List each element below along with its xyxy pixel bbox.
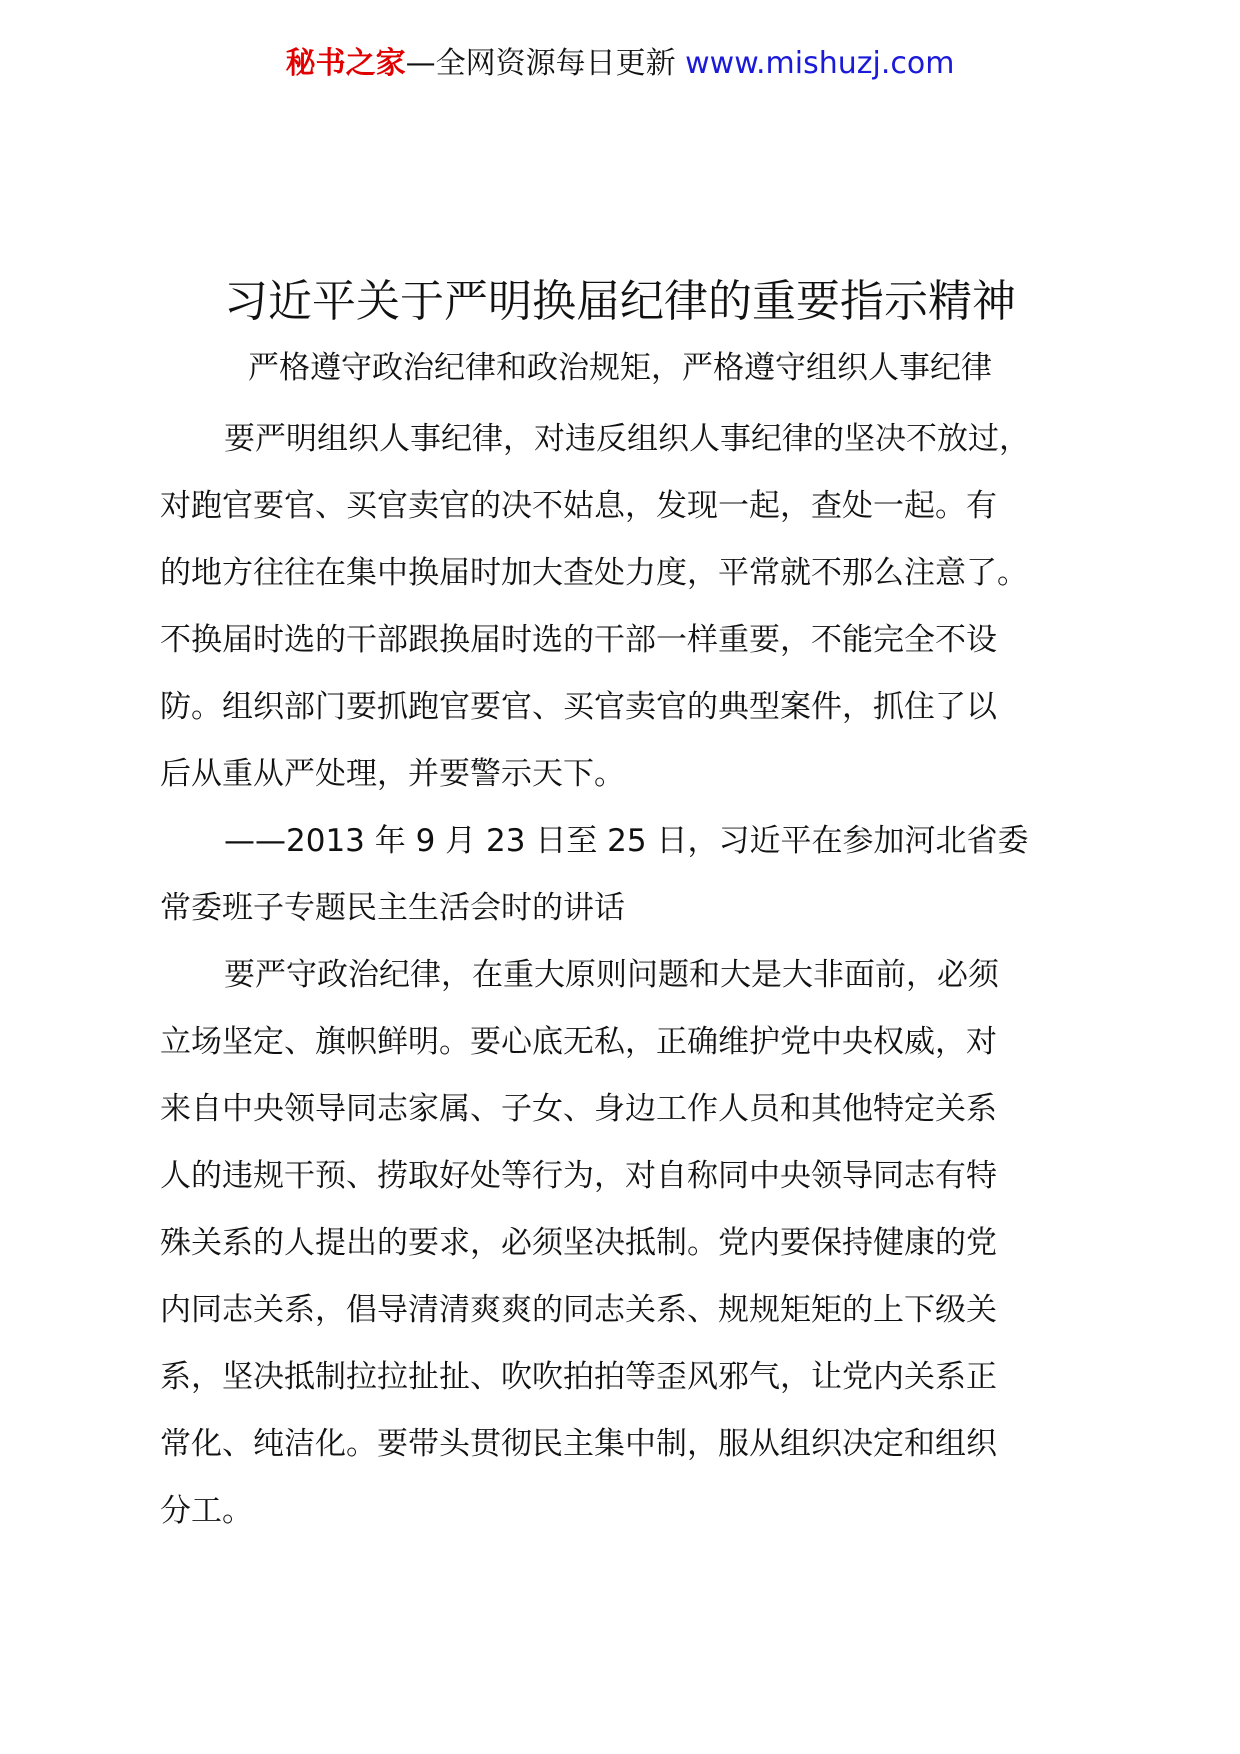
site-url-link[interactable]: www.mishuzj.com xyxy=(685,46,955,81)
brand-name: 秘书之家 xyxy=(285,46,406,81)
document-body xyxy=(160,406,1110,1545)
paragraph-line: 要严守政治纪律，在重大原则问题和大是大非面前，必须 xyxy=(224,957,999,993)
page-header xyxy=(0,42,1240,86)
paragraph-line: 殊关系的人提出的要求，必须坚决抵制。党内要保持健康的党 xyxy=(160,1225,997,1261)
paragraph-line: 对跑官要官、买官卖官的决不姑息，发现一起，查处一起。有 xyxy=(160,488,997,524)
paragraph-line: 来自中央领导同志家属、子女、身边工作人员和其他特定关系 xyxy=(160,1091,997,1127)
header-tagline: —全网资源每日更新 xyxy=(405,46,686,81)
paragraph-line: 内同志关系，倡导清清爽爽的同志关系、规规矩矩的上下级关 xyxy=(160,1292,997,1328)
paragraph-line: 要严明组织人事纪律，对违反组织人事纪律的坚决不放过， xyxy=(224,421,1030,457)
paragraph-line: 不换届时选的干部跟换届时选的干部一样重要，不能完全不设 xyxy=(160,622,997,658)
paragraph-line: 人的违规干预、捞取好处等行为，对自称同中央领导同志有特 xyxy=(160,1158,997,1194)
paragraph-line: 防。组织部门要抓跑官要官、买官卖官的典型案件，抓住了以 xyxy=(160,689,997,725)
citation-line: 常委班子专题民主生活会时的讲话 xyxy=(160,890,625,926)
paragraph-line: 立场坚定、旗帜鲜明。要心底无私，正确维护党中央权威，对 xyxy=(160,1024,997,1060)
paragraph-line: 分工。 xyxy=(160,1493,253,1529)
paragraph-line: 的地方往往在集中换届时加大查处力度，平常就不那么注意了。 xyxy=(160,555,1028,591)
citation-line: ——2013 年 9 月 23 日至 25 日，习近平在参加河北省委 xyxy=(224,823,1029,859)
document-title: 习近平关于严明换届纪律的重要指示精神 xyxy=(224,276,1016,327)
paragraph-line: 后从重从严处理，并要警示天下。 xyxy=(160,756,625,792)
paragraph-line: 常化、纯洁化。要带头贯彻民主集中制，服从组织决定和组织 xyxy=(160,1426,997,1462)
document-subtitle: 严格遵守政治纪律和政治规矩，严格遵守组织人事纪律 xyxy=(248,350,992,386)
paragraph-line: 系，坚决抵制拉拉扯扯、吹吹拍拍等歪风邪气，让党内关系正 xyxy=(160,1359,997,1395)
